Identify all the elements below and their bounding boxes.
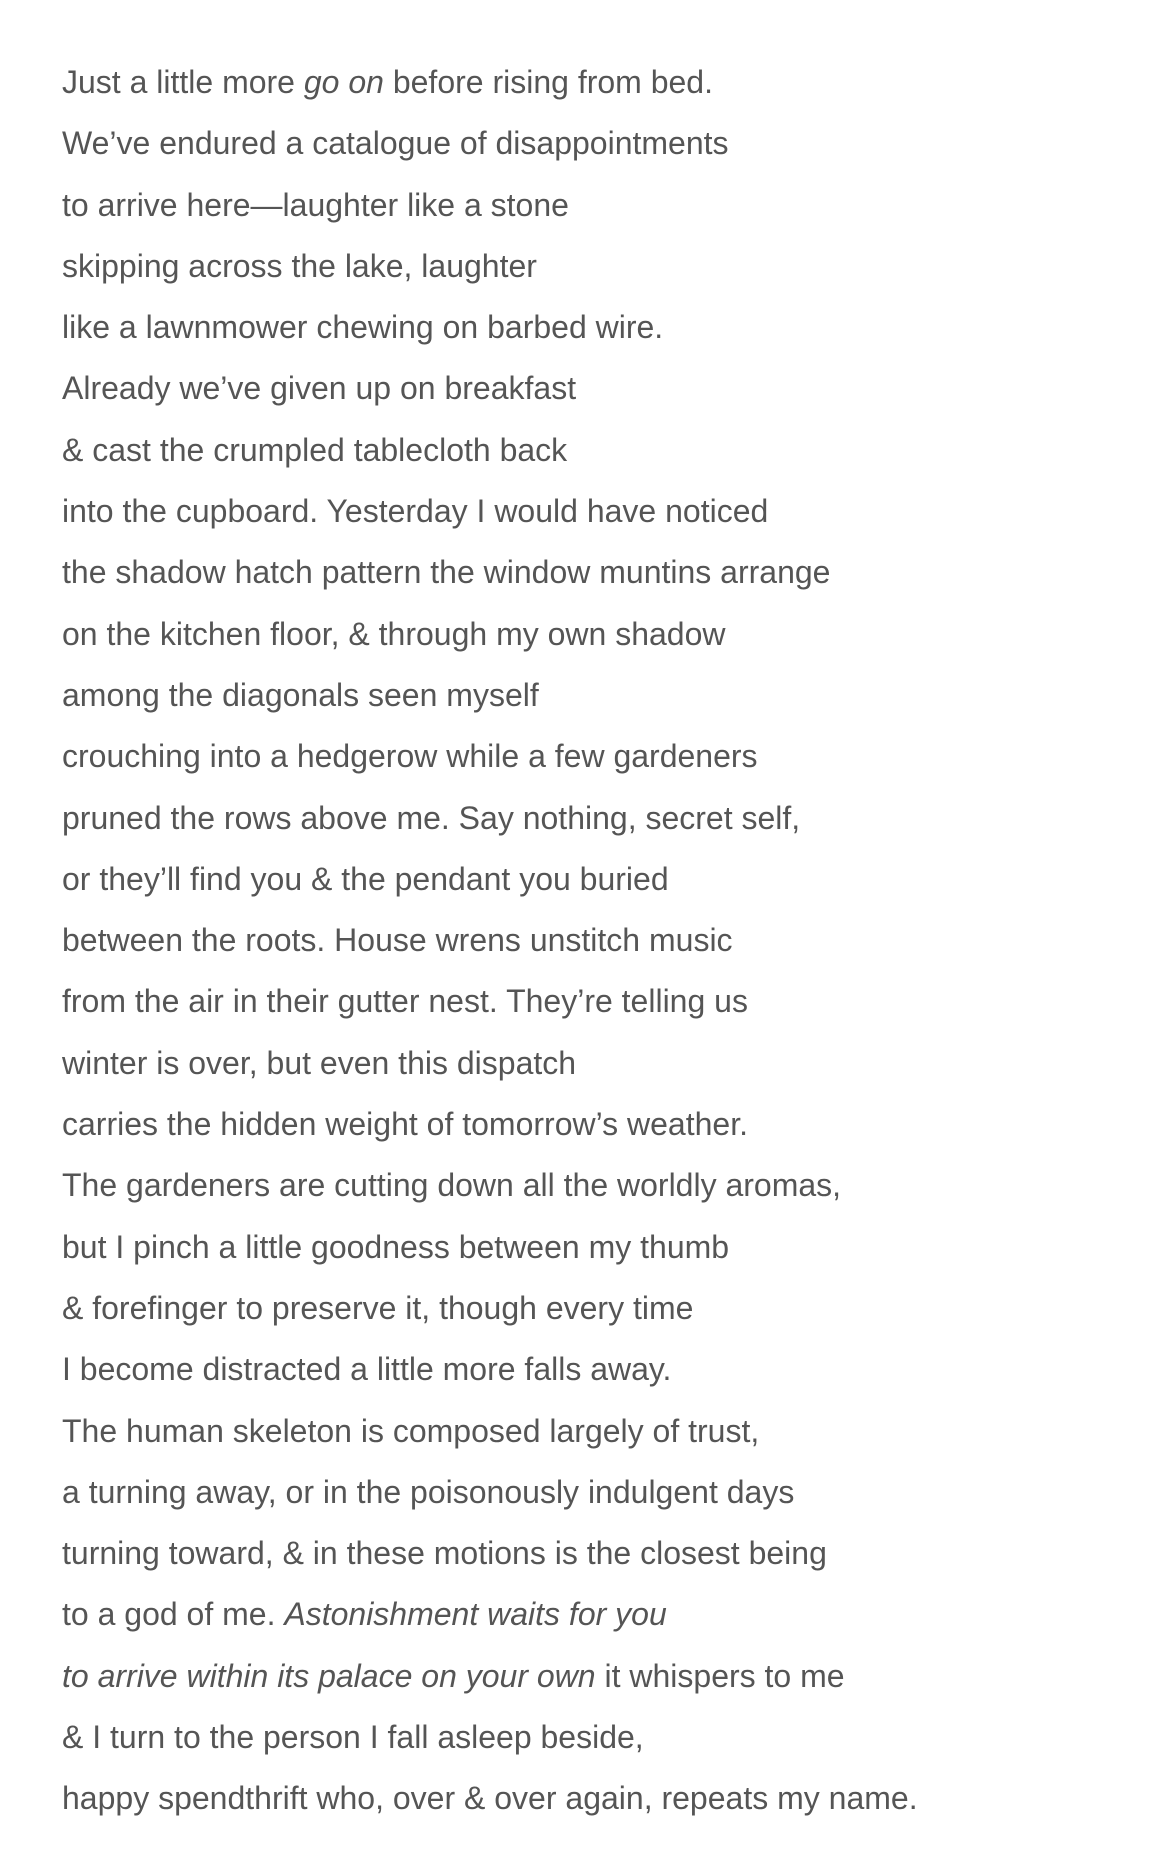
poem-line-segment: The gardeners are cutting down all the worldly aromas,: [62, 1167, 842, 1204]
poem-line: [62, 481, 1122, 542]
poem-line-segment: to a god of me.: [62, 1596, 285, 1633]
poem-line-segment: the shadow hatch pattern the window muntins arrange: [62, 554, 831, 591]
poem-line-segment: carries the hidden weight of tomorrow’s weather.: [62, 1106, 748, 1143]
poem-text: [62, 52, 1122, 1830]
poem-line: [62, 971, 1122, 1032]
poem-line-segment: & cast the crumpled tablecloth back: [62, 431, 568, 468]
poem-line: [62, 1155, 1122, 1216]
poem-line: [62, 604, 1122, 665]
poem-line-segment: We’ve endured a catalogue of disappointments: [62, 125, 729, 162]
poem-line: [62, 726, 1122, 787]
poem-line-segment: among the diagonals seen myself: [62, 676, 539, 713]
poem-line: [62, 910, 1122, 971]
poem-line: [62, 1707, 1122, 1768]
poem-line-segment: pruned the rows above me. Say nothing, secret self,: [62, 799, 801, 836]
poem-line: [62, 1462, 1122, 1523]
poem-line-segment: Already we’ve given up on breakfast: [62, 370, 577, 407]
poem-line-italic-segment: to arrive within its palace on your own: [62, 1657, 596, 1694]
poem-line: [62, 175, 1122, 236]
poem-line-segment: Just a little more: [62, 64, 304, 100]
poem-line-segment: between the roots. House wrens unstitch music: [62, 922, 733, 959]
poem-line: [62, 297, 1122, 358]
poem-line-segment: The human skeleton is composed largely of trust,: [62, 1412, 760, 1449]
poem-line-segment: like a lawnmower chewing on barbed wire.: [62, 309, 664, 346]
poem-line-segment: happy spendthrift who, over & over again, repeats my name.: [62, 1780, 918, 1817]
poem-line: [62, 1523, 1122, 1584]
poem-line-segment: & forefinger to preserve it, though every time: [62, 1289, 694, 1326]
poem-line-segment: before rising from bed.: [383, 64, 713, 100]
poem-line: [62, 1339, 1122, 1400]
poem-line: [62, 52, 1122, 113]
poem-line: [62, 236, 1122, 297]
poem-line-segment: skipping across the lake, laughter: [62, 247, 537, 284]
poem-line-segment: turning toward, & in these motions is the closest being: [62, 1535, 827, 1572]
poem-line: [62, 665, 1122, 726]
poem-line: [62, 358, 1122, 419]
poem-line: [62, 1278, 1122, 1339]
poem-line: [62, 849, 1122, 910]
poem-line-italic-segment: go on: [303, 64, 384, 100]
poem-line: [62, 1094, 1122, 1155]
poem-line: [62, 1217, 1122, 1278]
poem-line-segment: but I pinch a little goodness between my thumb: [62, 1228, 730, 1265]
poem-line-segment: or they’ll find you & the pendant you buried: [62, 860, 669, 897]
poem-line: [62, 788, 1122, 849]
poem-line: [62, 1033, 1122, 1094]
poem-line-italic-segment: Astonishment waits for you: [284, 1596, 667, 1633]
poem-line: [62, 1584, 1122, 1645]
poem-line-segment: crouching into a hedgerow while a few gardeners: [62, 738, 758, 775]
poem-line-segment: on the kitchen floor, & through my own shadow: [62, 615, 726, 652]
poem-line-segment: it whispers to me: [595, 1657, 845, 1694]
poem-line: [62, 542, 1122, 603]
poem-line-segment: & I turn to the person I fall asleep beside,: [62, 1719, 644, 1756]
poem-line: [62, 1401, 1122, 1462]
poem-line: [62, 1646, 1122, 1707]
poem-line: [62, 1768, 1122, 1829]
poem-line-segment: winter is over, but even this dispatch: [62, 1044, 577, 1081]
poem-line: [62, 113, 1122, 174]
poem-line-segment: into the cupboard. Yesterday I would have noticed: [62, 493, 769, 530]
poem-line: [62, 420, 1122, 481]
poem-line-segment: to arrive here—laughter like a stone: [62, 186, 569, 223]
poem-line-segment: from the air in their gutter nest. They’re telling us: [62, 983, 748, 1020]
poem-line-segment: I become distracted a little more falls away.: [62, 1351, 672, 1388]
poem-line-segment: a turning away, or in the poisonously indulgent days: [62, 1473, 795, 1510]
